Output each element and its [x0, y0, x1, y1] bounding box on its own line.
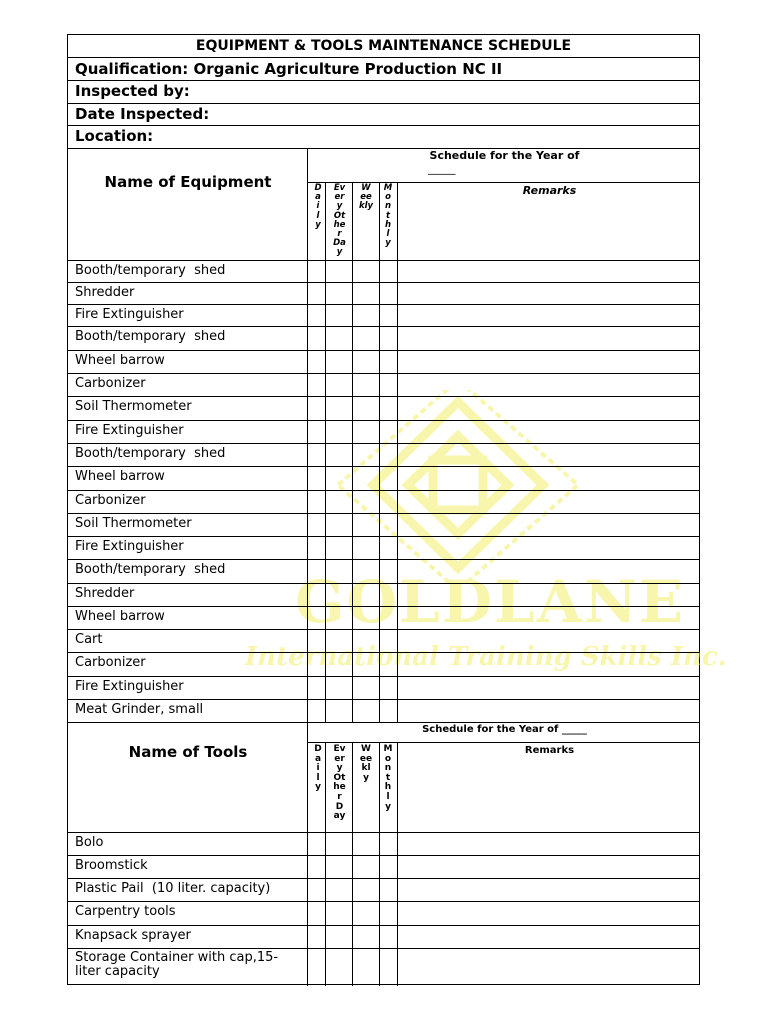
form-title: EQUIPMENT & TOOLS MAINTENANCE SCHEDULE	[195, 38, 572, 54]
tools-col-every-other-day-header: Ev er y Ot he r D ay	[333, 744, 346, 822]
col-weekly-header: W ee kly	[358, 183, 374, 212]
column-divider	[325, 182, 326, 722]
date-inspected-field[interactable]: Date Inspected:	[75, 105, 210, 123]
column-divider	[397, 742, 398, 986]
column-divider	[352, 182, 353, 722]
tool-row-label: Bolo	[75, 835, 104, 850]
equipment-row-label: Carbonizer	[75, 493, 146, 508]
column-divider	[379, 742, 380, 986]
tools-col-monthly-header: M o n t h l y	[383, 744, 393, 812]
row-divider	[68, 652, 699, 653]
row-divider	[68, 443, 699, 444]
row-divider	[68, 629, 699, 630]
column-divider	[325, 742, 326, 986]
tool-row-label: Broomstick	[75, 858, 148, 873]
equipment-row-label: Fire Extinguisher	[75, 679, 184, 694]
row-divider	[68, 722, 699, 723]
row-divider	[68, 676, 699, 677]
row-divider	[68, 878, 699, 879]
row-divider	[68, 583, 699, 584]
tool-row-label: Storage Container with cap,15- liter capacity	[75, 950, 279, 979]
row-divider	[68, 466, 699, 467]
equipment-row-label: Fire Extinguisher	[75, 307, 184, 322]
maintenance-schedule-form	[67, 34, 727, 985]
col-every-other-day-header: Ev er y Ot he r Da y	[333, 183, 346, 258]
watermark-subtitle: International Training Skills Inc.	[245, 642, 727, 672]
tools-col-weekly-header: W ee kl y	[359, 744, 373, 783]
row-divider	[68, 282, 699, 283]
row-divider	[68, 832, 699, 833]
row-divider	[68, 948, 699, 949]
row-divider	[68, 536, 699, 537]
row-divider	[68, 490, 699, 491]
row-divider	[68, 396, 699, 397]
equipment-row-label: Carbonizer	[75, 655, 146, 670]
equipment-row-label: Carbonizer	[75, 376, 146, 391]
row-divider	[68, 513, 699, 514]
column-divider	[397, 182, 398, 722]
equipment-row-label: Wheel barrow	[75, 469, 165, 484]
equipment-row-label: Meat Grinder, small	[75, 702, 204, 717]
equipment-schedule-year-blank[interactable]: _____	[428, 162, 456, 175]
equipment-row-label: Wheel barrow	[75, 353, 165, 368]
inspected-by-field[interactable]: Inspected by:	[75, 82, 190, 100]
row-divider	[68, 373, 699, 374]
tools-col-daily-header: D a i l y	[314, 744, 322, 793]
column-divider	[307, 148, 308, 722]
row-divider	[68, 304, 699, 305]
row-divider	[68, 925, 699, 926]
row-divider	[68, 699, 699, 700]
equipment-row-label: Fire Extinguisher	[75, 539, 184, 554]
row-divider	[68, 855, 699, 856]
equipment-heading: Name of Equipment	[104, 173, 272, 191]
equipment-remarks-header: Remarks	[522, 184, 577, 197]
watermark-name: GOLDLANE	[295, 568, 686, 636]
equipment-row-label: Booth/temporary shed	[75, 446, 226, 461]
column-divider	[352, 742, 353, 986]
equipment-row-label: Booth/temporary shed	[75, 562, 226, 577]
equipment-row-label: Cart	[75, 632, 103, 647]
tool-row-label: Knapsack sprayer	[75, 928, 191, 943]
row-divider	[68, 559, 699, 560]
column-divider	[307, 722, 308, 986]
qualification-field: Qualification: Organic Agriculture Production NC II	[75, 60, 503, 78]
row-divider	[68, 420, 699, 421]
equipment-row-label: Wheel barrow	[75, 609, 165, 624]
equipment-schedule-year-label: Schedule for the Year of	[429, 149, 580, 162]
tool-row-label: Carpentry tools	[75, 904, 176, 919]
column-divider	[379, 182, 380, 722]
equipment-row-label: Booth/temporary shed	[75, 329, 226, 344]
tool-row-label: Plastic Pail (10 liter. capacity)	[75, 881, 271, 896]
row-divider	[68, 260, 699, 261]
tools-heading: Name of Tools	[128, 743, 248, 761]
tools-remarks-header: Remarks	[524, 745, 575, 756]
location-field[interactable]: Location:	[75, 127, 154, 145]
equipment-row-label: Soil Thermometer	[75, 399, 192, 414]
row-divider	[68, 901, 699, 902]
col-daily-header: D a i l y	[314, 183, 322, 230]
equipment-row-label: Fire Extinguisher	[75, 423, 184, 438]
equipment-row-label: Soil Thermometer	[75, 516, 192, 531]
col-monthly-header: M o n t h l y	[383, 183, 393, 249]
row-divider	[68, 326, 699, 327]
equipment-row-label: Booth/temporary shed	[75, 263, 226, 278]
tools-schedule-year-label: Schedule for the Year of _____	[422, 724, 587, 735]
equipment-row-label: Shredder	[75, 586, 135, 601]
equipment-row-label: Shredder	[75, 285, 135, 300]
row-divider	[68, 350, 699, 351]
row-divider	[68, 606, 699, 607]
